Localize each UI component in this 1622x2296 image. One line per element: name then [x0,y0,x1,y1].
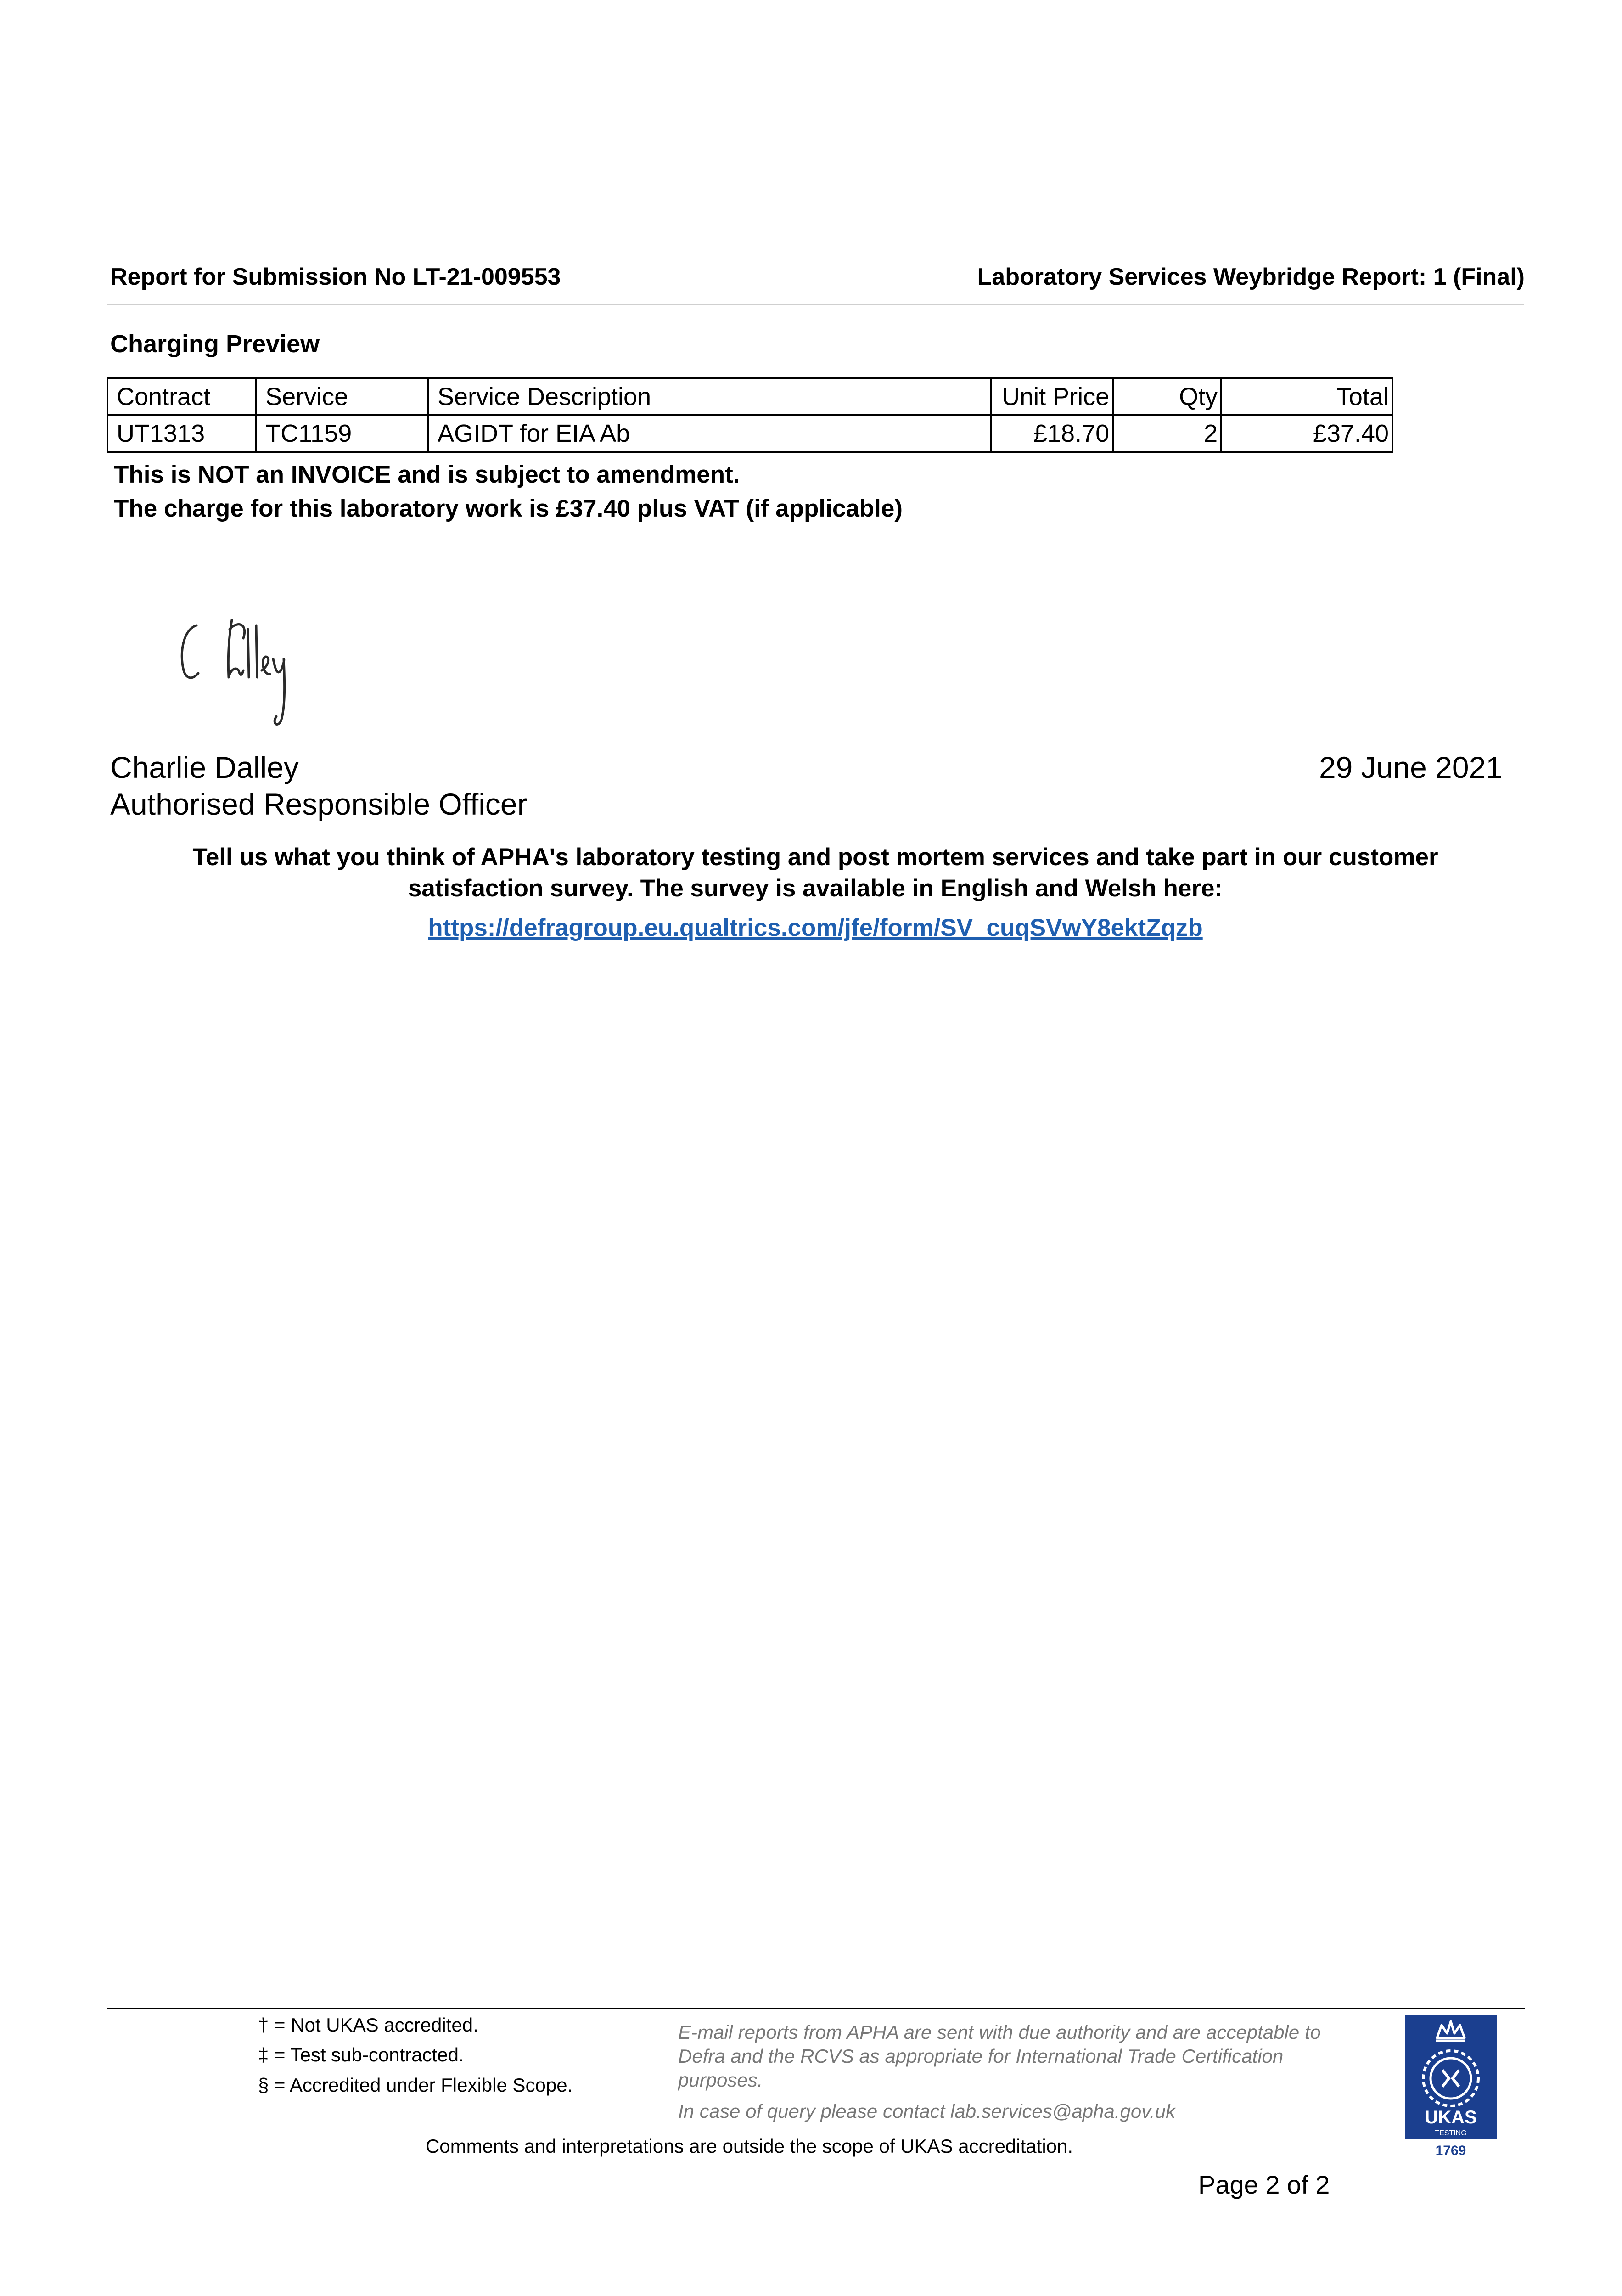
ukas-logo-subtext: TESTING [1435,2129,1467,2137]
col-total: Total [1221,378,1392,415]
table-row [107,415,1392,452]
signature-image [174,602,349,739]
query-contact: In case of query please contact lab.services@apha.gov.uk [678,2100,1176,2122]
cell-service-description: AGIDT for EIA Ab [428,415,991,452]
survey-invitation [107,842,1524,904]
survey-line-2: satisfaction survey. The survey is available in English and Welsh here: [408,875,1223,902]
col-qty: Qty [1113,378,1221,415]
signer-role: Authorised Responsible Officer [110,787,528,821]
legend-flexible-scope: § = Accredited under Flexible Scope. [258,2074,573,2096]
charges-table [107,377,1393,453]
header-divider [107,304,1524,305]
survey-link[interactable]: https://defragroup.eu.qualtrics.com/jfe/form/SV_cuqSVwY8ektZqzb [428,914,1203,941]
legend-not-accredited: † = Not UKAS accredited. [258,2014,478,2036]
col-service: Service [256,378,428,415]
cell-total: £37.40 [1221,415,1392,452]
charging-preview-title: Charging Preview [110,330,320,358]
ukas-logo [1405,2015,1497,2160]
ukas-number: 1769 [1435,2143,1466,2158]
ukas-logo-text: UKAS [1425,2107,1477,2127]
table-header-row [107,378,1392,415]
cell-unit-price: £18.70 [991,415,1113,452]
col-contract: Contract [107,378,256,415]
submission-title: Report for Submission No LT-21-009553 [110,264,561,290]
email-disclaimer: E-mail reports from APHA are sent with due authority and are acceptable to Defra and the RCVS as appropriate for International Trade Certification purposes. [678,2021,1321,2091]
ukas-comments-note: Comments and interpretations are outside the scope of UKAS accreditation. [425,2135,1073,2157]
survey-line-1: Tell us what you think of APHA's laboratory testing and post mortem services and take part in our customer [192,844,1438,871]
report-date: 29 June 2021 [1319,750,1503,784]
report-title: Laboratory Services Weybridge Report: 1 (Final) [977,264,1525,290]
signer-name: Charlie Dalley [110,750,299,784]
footer-divider [107,2008,1525,2009]
cell-service: TC1159 [256,415,428,452]
cell-qty: 2 [1113,415,1221,452]
col-unit-price: Unit Price [991,378,1113,415]
page-number: Page 2 of 2 [1198,2170,1330,2199]
cell-contract: UT1313 [107,415,256,452]
charge-note: The charge for this laboratory work is £37.40 plus VAT (if applicable) [114,495,903,522]
invoice-note: This is NOT an INVOICE and is subject to amendment. [114,461,740,488]
col-service-description: Service Description [428,378,991,415]
legend-sub-contracted: ‡ = Test sub-contracted. [258,2044,464,2065]
